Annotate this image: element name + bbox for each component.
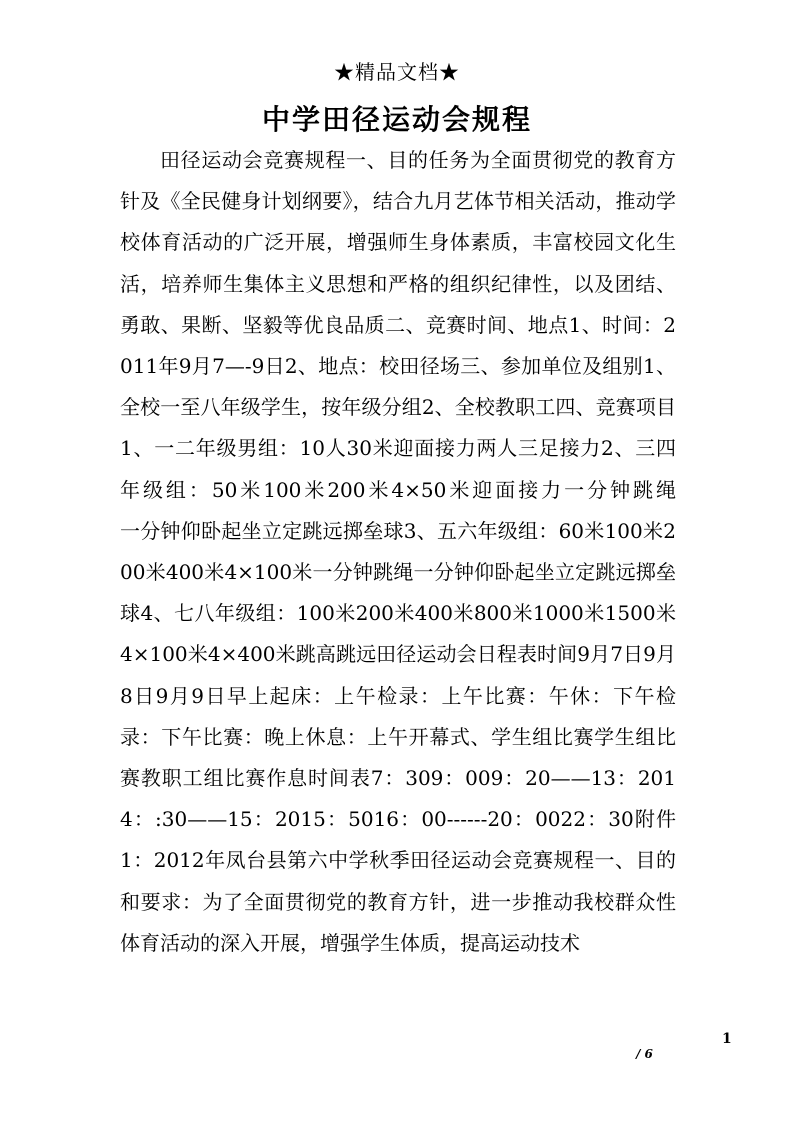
page-title: 中学田径运动会规程	[261, 103, 532, 136]
page-number: 1	[722, 1031, 732, 1047]
doc-header-label: ★精品文档★	[334, 60, 460, 84]
page-total: / 6	[636, 1047, 653, 1061]
body-paragraph: 田径运动会竞赛规程一、目的任务为全面贯彻党的教育方针及《全民健身计划纲要》，结合九月艺体节相关活动，推动学校体育活动的广泛开展，增强师生身体素质，丰富校园文化生活，培养师生集体主义思想和严格的组织纪律性，以及团结、勇敢、果断、坚毅等优良品质二、竞赛时间、地点1、时间：2011年9月7—-9日2、地点：校田径场三、参加单位及组别1、全校一至八年级学生，按年级分组2、全校教职工四、竞赛项目1、一二年级男组：10人30米迎面接力两人三足接力2、三四年级组：50米100米200米4×50米迎面接力一分钟跳绳 一分钟仰卧起坐立定跳远掷垒球3、五六年级组：60米100米200米400米4×100米一分钟跳绳一分钟仰卧起坐立定跳远掷垒球4、七八年级组：100米200米400米800米1000米1500米4×100米4×400米跳高跳远田径运动会日程表时间9月7日9月8日9月9日早上起床：上午检录：上午比赛：午休：下午检录：下午比赛：晚上休息：上午开幕式、学生组比赛学生组比赛教职工组比赛作息时间表7：309：009：20——13：2014：:30——15：2015：5016：00------20：0022：30附件1：2012年凤台县第六中学秋季田径运动会竞赛规程一、目的和要求：为了全面贯彻党的教育方针，进一步推动我校群众性体育活动的深入开展，增强学生体质，提高运动技术	[120, 148, 716, 955]
